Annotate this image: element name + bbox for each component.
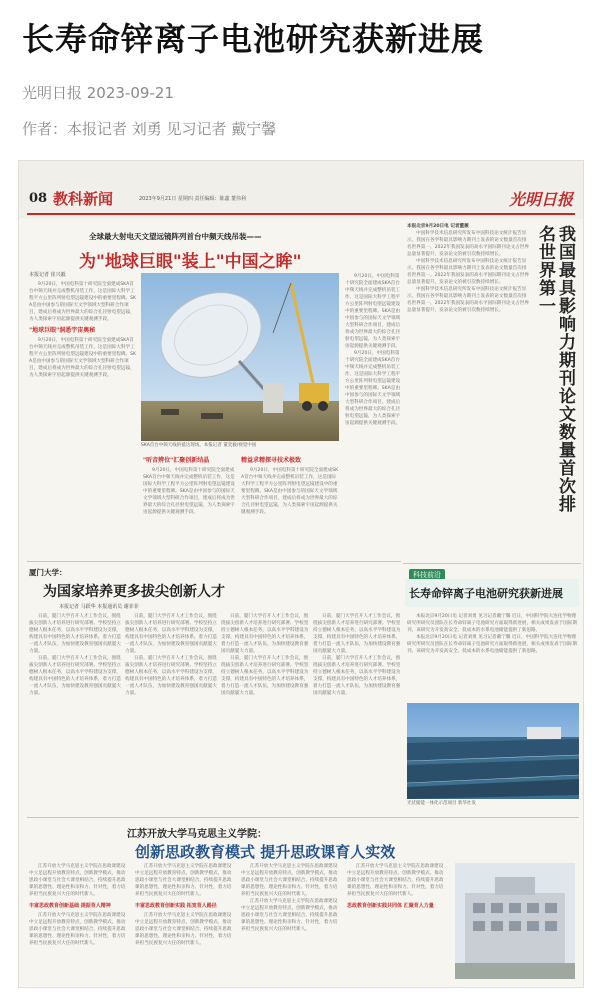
right-feature-column xyxy=(407,223,529,561)
article-author: 作者：本报记者 刘勇 见习记者 戴宁馨 xyxy=(22,120,277,138)
second-body-2b: 日前，厦门大学召开人才工作会议，围绕拔尖创新人才培养进行研究部署。学校坚持立德树人根本任务，以高水平学科建设为支撑，构建具有中国特色的人才培养体系，着力打造一流人才队伍，为加快建设教育强国贡献厦大力量。 xyxy=(125,656,217,696)
bottom-section-rule xyxy=(27,817,579,818)
bottom-body-3: 江苏开放大学马克思主义学院在思政课建设中立足远程开放教育特点，创新教学模式，推动思政小课堂与社会大课堂相结合，持续提升思政课的思想性、理论性和亲和力、针对性，着力培养担当民族复兴大任的时代新人。 xyxy=(241,864,338,897)
lead-bottom-rule xyxy=(27,561,401,562)
second-column-1 xyxy=(29,613,121,813)
second-body-3: 日前，厦门大学召开人才工作会议，围绕拔尖创新人才培养进行研究部署。学校坚持立德树人根本任务，以高水平学科建设为支撑，构建具有中国特色的人才培养体系，着力打造一流人才队伍，为加快建设教育强国贡献厦大力量。 xyxy=(221,614,309,654)
science-headline: 长寿命锌离子电池研究获新进展 xyxy=(409,587,563,600)
lead-byline: 本报记者 崔兴毅 xyxy=(29,272,66,278)
second-headline: 为国家培养更多拔尖创新人才 xyxy=(43,584,225,600)
right-feature-headline: 我国最具影响力期刊论文数量首次排名世界第一 xyxy=(535,225,575,513)
solar-photo-caption: 光伏储能一体化示范项目 新华社发 xyxy=(407,801,476,806)
lead-body-col4: 9月20日，中国电科第十研究院全面建成SKA首台中频天线并完成整机吊装工作，这是国际大科学工程平方公里阵列射电望远镜建设中的重要里程碑。SKA是由中国参与的国际天文学领域大型科研合作项目，建成后将成为世界最大的综合孔径射电望远镜，为人类探索宇宙起源提供关键观测手段。 xyxy=(345,274,401,349)
lead-body-col3: 9月20日，中国电科第十研究院全面建成SKA首台中频天线并完成整机吊装工作，这是国际大科学工程平方公里阵列射电望远镜建设中的重要里程碑。SKA是由中国参与的国际天文学领域大型科研合作项目，建成后将成为世界最大的综合孔径射电望远镜，为人类探索宇宙起源提供关键观测手段。 xyxy=(241,468,339,515)
lead-subhead-1: "地球巨眼"洞悉宇宙奥秘 xyxy=(29,327,96,334)
second-body: 日前，厦门大学召开人才工作会议，围绕拔尖创新人才培养进行研究部署。学校坚持立德树人根本任务，以高水平学科建设为支撑，构建具有中国特色的人才培养体系，着力打造一流人才队伍，为加快建设教育强国贡献厦大力量。 xyxy=(29,614,121,654)
lead-column-2 xyxy=(143,453,237,555)
bottom-column-1 xyxy=(29,863,129,981)
second-byline: 本报记者 马跃华 本报通讯员 谢菲菲 xyxy=(59,604,139,610)
second-column-2 xyxy=(125,613,217,813)
lead-body: 9月20日，中国电科第十研究院全面建成SKA首台中频天线并完成整机吊装工作，这是国际大科学工程平方公里阵列射电望远镜建设中的重要里程碑。SKA是由中国参与的国际天文学领域大型科研合作项目，建成后将成为世界最大的综合孔径射电望远镜，为人类探索宇宙起源提供关键观测手段。 xyxy=(29,282,136,322)
lead-column-1 xyxy=(29,281,137,555)
page-number: 08 xyxy=(29,191,48,206)
newspaper-logo: 光明日报 xyxy=(508,190,573,209)
bottom-subhead-3: 思政教育创新实践共同体 汇聚育人力量 xyxy=(347,903,434,909)
lead-body-col4b: 9月20日，中国电科第十研究院全面建成SKA首台中频天线并完成整机吊装工作，这是国际大科学工程平方公里阵列射电望远镜建设中的重要里程碑。SKA是由中国参与的国际天文学领域大型科研合作项目，建成后将成为世界最大的综合孔径射电望远镜，为人类探索宇宙起源提供关键观测手段。 xyxy=(345,351,401,426)
bottom-body-1b: 江苏开放大学马克思主义学院在思政课建设中立足远程开放教育特点，创新教学模式，推动思政小课堂与社会大课堂相结合，持续提升思政课的思想性、理论性和亲和力、针对性，着力培养担当民族复兴大任的时代新人。 xyxy=(29,913,126,946)
lead-column-4 xyxy=(345,273,401,555)
article-title: 长寿命锌离子电池研究获新进展 xyxy=(22,20,485,58)
second-body-1b: 日前，厦门大学召开人才工作会议，围绕拔尖创新人才培养进行研究部署。学校坚持立德树人根本任务，以高水平学科建设为支撑，构建具有中国特色的人才培养体系，着力打造一流人才队伍，为加快建设教育强国贡献厦大力量。 xyxy=(29,656,121,696)
second-column-3 xyxy=(221,613,309,813)
right-feature-byline: 本报北京9月20日电 记者董薇 xyxy=(407,224,469,229)
lead-headline: 为"地球巨眼"装上"中国之眸" xyxy=(79,252,302,272)
right-feature-body-3: 中国科学技术信息研究所发布中国科技论文统计报告显示，我国在各学科最具影响力期刊上发表的论文数量首次排名世界第一。2022年我国发表的高水平国际期刊论文占世界总量显著提升，发表论文的被引次数持续增长。 xyxy=(407,287,529,313)
lead-subhead-2: "听音辨位"汇聚创新结晶 xyxy=(143,457,210,464)
bottom-body-2: 江苏开放大学马克思主义学院在思政课建设中立足远程开放教育特点，创新教学模式，推动思政小课堂与社会大课堂相结合，持续提升思政课的思想性、理论性和亲和力、针对性，着力培养担当民族复兴大任的时代新人。 xyxy=(135,864,232,897)
solar-panel-illustration xyxy=(407,703,579,799)
telescope-photo xyxy=(141,273,339,441)
bottom-column-3 xyxy=(241,863,341,981)
section-name: 教科新闻 xyxy=(53,190,114,208)
science-body-column xyxy=(407,613,579,699)
telescope-photo-caption: SKA首台中频天线的抵达现场。本报记者 董奕毅/视觉中国 xyxy=(141,443,257,448)
bottom-subhead-1: 丰富思政教育创新基础 提振育人精神 xyxy=(29,903,111,909)
bottom-column-4 xyxy=(347,863,447,981)
bottom-school-name: 江苏开放大学马克思主义学院： xyxy=(127,829,267,840)
newspaper-masthead xyxy=(19,161,583,219)
second-body-4: 日前，厦门大学召开人才工作会议，围绕拔尖创新人才培养进行研究部署。学校坚持立德树人根本任务，以高水平学科建设为支撑，构建具有中国特色的人才培养体系，着力打造一流人才队伍，为加快建设教育强国贡献厦大力量。 xyxy=(313,614,401,654)
solar-panel-photo xyxy=(407,703,579,799)
article-source-date: 光明日报 2023-09-21 xyxy=(22,84,174,102)
lead-column-3 xyxy=(241,453,339,555)
second-column-4 xyxy=(313,613,401,813)
second-body-3b: 日前，厦门大学召开人才工作会议，围绕拔尖创新人才培养进行研究部署。学校坚持立德树人根本任务，以高水平学科建设为支撑，构建具有中国特色的人才培养体系，着力打造一流人才队伍，为加快建设教育强国贡献厦大力量。 xyxy=(221,656,309,696)
bottom-body-3b: 江苏开放大学马克思主义学院在思政课建设中立足远程开放教育特点，创新教学模式，推动思政小课堂与社会大课堂相结合，持续提升思政课的思想性、理论性和亲和力、针对性，着力培养担当民族复兴大任的时代新人。 xyxy=(241,899,338,932)
lead-body-cont: 9月20日，中国电科第十研究院全面建成SKA首台中频天线并完成整机吊装工作，这是国际大科学工程平方公里阵列射电望远镜建设中的重要里程碑。SKA是由中国参与的国际天文学领域大型科研合作项目，建成后将成为世界最大的综合孔径射电望远镜，为人类探索宇宙起源提供关键观测手段。 xyxy=(29,338,136,378)
telescope-illustration xyxy=(141,273,339,441)
science-body-2: 本报北京9月20日电 记者刘勇 见习记者戴宁馨 近日，中国科学院大连化学物理研究所研究员团队在长寿命锌离子电池研究方面取得新进展，相关成果发表于国际期刊。该研究为开发高安全、低成本的水系电池储能提供了新思路。 xyxy=(407,635,577,654)
right-feature-body: 中国科学技术信息研究所发布中国科技论文统计报告显示，我国在各学科最具影响力期刊上发表的论文数量首次排名世界第一。2022年我国发表的高水平国际期刊论文占世界总量显著提升，发表论文的被引次数持续增长。 xyxy=(407,231,529,257)
bottom-subhead-2: 丰富思政教育创新实践 拓宽育人路径 xyxy=(135,903,217,909)
masthead-rule xyxy=(27,213,575,215)
campus-building-photo xyxy=(455,863,575,979)
science-box-top-rule xyxy=(403,563,581,564)
bottom-body: 江苏开放大学马克思主义学院在思政课建设中立足远程开放教育特点，创新教学模式，推动思政小课堂与社会大课堂相结合，持续提升思政课的思想性、理论性和亲和力、针对性，着力培养担当民族复兴大任的时代新人。 xyxy=(29,864,126,897)
edition-meta: 2023年9月21日 星期四 责任编辑：陈鑫 董伟利 xyxy=(139,196,247,202)
bottom-headline: 创新思政教育模式 提升思政课育人实效 xyxy=(135,843,396,861)
campus-building-illustration xyxy=(455,863,575,979)
bottom-column-2 xyxy=(135,863,235,981)
bottom-body-2b: 江苏开放大学马克思主义学院在思政课建设中立足远程开放教育特点，创新教学模式，推动思政小课堂与社会大课堂相结合，持续提升思政课的思想性、理论性和亲和力、针对性，着力培养担当民族复兴大任的时代新人。 xyxy=(135,913,232,946)
bottom-body-4: 江苏开放大学马克思主义学院在思政课建设中立足远程开放教育特点，创新教学模式，推动思政小课堂与社会大课堂相结合，持续提升思政课的思想性、理论性和亲和力、针对性，着力培养担当民族复兴大任的时代新人。 xyxy=(347,864,444,897)
right-feature-body-2: 中国科学技术信息研究所发布中国科技论文统计报告显示，我国在各学科最具影响力期刊上发表的论文数量首次排名世界第一。2022年我国发表的高水平国际期刊论文占世界总量显著提升，发表论文的被引次数持续增长。 xyxy=(407,259,529,285)
lead-subhead-3: 精益求精探寻技术极致 xyxy=(241,457,302,464)
science-section-badge: 科技前沿 xyxy=(409,569,445,581)
article-header xyxy=(0,0,600,160)
second-body-4b: 日前，厦门大学召开人才工作会议，围绕拔尖创新人才培养进行研究部署。学校坚持立德树人根本任务，以高水平学科建设为支撑，构建具有中国特色的人才培养体系，着力打造一流人才队伍，为加快建设教育强国贡献厦大力量。 xyxy=(313,656,401,696)
second-body-2: 日前，厦门大学召开人才工作会议，围绕拔尖创新人才培养进行研究部署。学校坚持立德树人根本任务，以高水平学科建设为支撑，构建具有中国特色的人才培养体系，着力打造一流人才队伍，为加快建设教育强国贡献厦大力量。 xyxy=(125,614,217,654)
newspaper-page-image xyxy=(18,160,584,988)
bottom-article xyxy=(27,821,577,983)
science-body: 本报北京9月20日电 记者刘勇 见习记者戴宁馨 近日，中国科学院大连化学物理研究所研究员团队在长寿命锌离子电池研究方面取得新进展，相关成果发表于国际期刊。该研究为开发高安全、低成本的水系电池储能提供了新思路。 xyxy=(407,614,577,633)
lead-body-col2: 9月20日，中国电科第十研究院全面建成SKA首台中频天线并完成整机吊装工作，这是国际大科学工程平方公里阵列射电望远镜建设中的重要里程碑。SKA是由中国参与的国际天文学领域大型科研合作项目，建成后将成为世界最大的综合孔径射电望远镜，为人类探索宇宙起源提供关键观测手段。 xyxy=(143,468,235,515)
lead-kicker: 全球最大射电天文望远镜阵列首台中频天线吊装—— xyxy=(89,232,262,241)
second-kicker: 厦门大学： xyxy=(29,568,67,577)
